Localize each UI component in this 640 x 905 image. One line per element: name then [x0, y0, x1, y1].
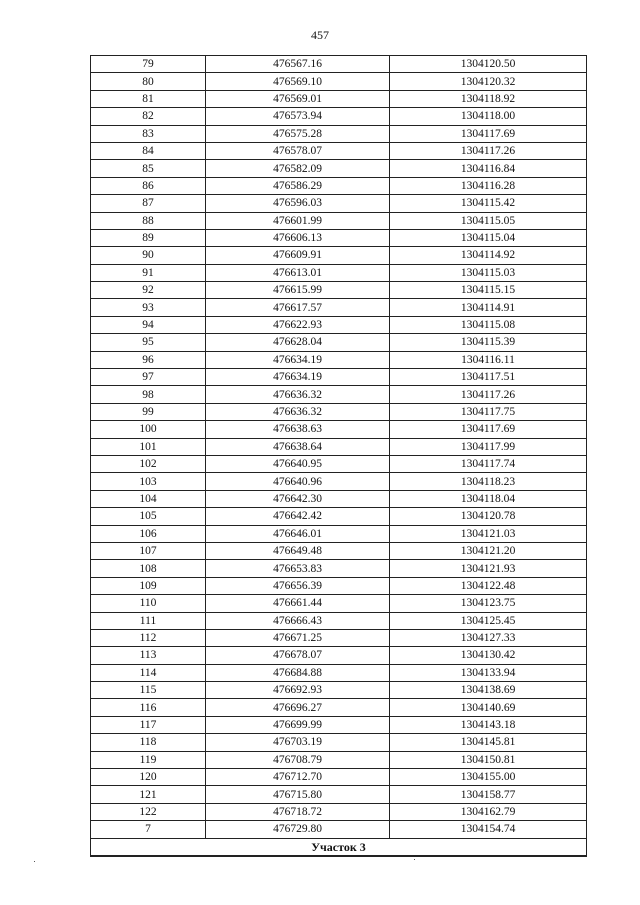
x-coordinate-cell: 476646.01	[206, 525, 390, 542]
y-coordinate-cell: 1304138.69	[390, 682, 587, 699]
x-coordinate-cell: 476653.83	[206, 560, 390, 577]
table-row	[91, 716, 587, 733]
x-coordinate-cell: 476684.88	[206, 664, 390, 681]
y-coordinate-cell: 1304150.81	[390, 751, 587, 768]
point-number-cell: 114	[91, 664, 206, 681]
point-number-cell: 108	[91, 560, 206, 577]
point-number-cell: 88	[91, 212, 206, 229]
y-coordinate-cell: 1304140.69	[390, 699, 587, 716]
point-number-cell: 100	[91, 421, 206, 438]
section-heading-row	[91, 838, 587, 856]
x-coordinate-cell: 476638.64	[206, 438, 390, 455]
y-coordinate-cell: 1304115.05	[390, 212, 587, 229]
point-number-cell: 99	[91, 403, 206, 420]
table-row	[91, 438, 587, 455]
table-row	[91, 125, 587, 142]
y-coordinate-cell: 1304145.81	[390, 734, 587, 751]
table-row	[91, 769, 587, 786]
x-coordinate-cell: 476636.32	[206, 386, 390, 403]
table-row	[91, 212, 587, 229]
table-row	[91, 629, 587, 646]
point-number-cell: 103	[91, 473, 206, 490]
table-row	[91, 247, 587, 264]
section-heading: Участок 3	[91, 838, 587, 856]
y-coordinate-cell: 1304121.03	[390, 525, 587, 542]
point-number-cell: 116	[91, 699, 206, 716]
y-coordinate-cell: 1304115.39	[390, 334, 587, 351]
table-row	[91, 316, 587, 333]
point-number-cell: 119	[91, 751, 206, 768]
table-row	[91, 455, 587, 472]
y-coordinate-cell: 1304117.99	[390, 438, 587, 455]
x-coordinate-cell: 476678.07	[206, 647, 390, 664]
point-number-cell: 89	[91, 229, 206, 246]
x-coordinate-cell: 476642.42	[206, 508, 390, 525]
table-row	[91, 351, 587, 368]
point-number-cell: 111	[91, 612, 206, 629]
point-number-cell: 98	[91, 386, 206, 403]
x-coordinate-cell: 476729.80	[206, 821, 390, 838]
point-number-cell: 120	[91, 769, 206, 786]
x-coordinate-cell: 476636.32	[206, 403, 390, 420]
y-coordinate-cell: 1304116.84	[390, 160, 587, 177]
table-row	[91, 542, 587, 559]
point-number-cell: 80	[91, 73, 206, 90]
y-coordinate-cell: 1304116.11	[390, 351, 587, 368]
table-row	[91, 386, 587, 403]
x-coordinate-cell: 476573.94	[206, 108, 390, 125]
point-number-cell: 90	[91, 247, 206, 264]
x-coordinate-cell: 476596.03	[206, 195, 390, 212]
page-number: 457	[311, 28, 329, 42]
y-coordinate-cell: 1304125.45	[390, 612, 587, 629]
point-number-cell: 81	[91, 90, 206, 107]
x-coordinate-cell: 476696.27	[206, 699, 390, 716]
point-number-cell: 92	[91, 282, 206, 299]
x-coordinate-cell: 476601.99	[206, 212, 390, 229]
y-coordinate-cell: 1304114.92	[390, 247, 587, 264]
scan-speck	[34, 861, 35, 862]
table-row	[91, 334, 587, 351]
point-number-cell: 83	[91, 125, 206, 142]
y-coordinate-cell: 1304115.15	[390, 282, 587, 299]
x-coordinate-cell: 476586.29	[206, 177, 390, 194]
table-row	[91, 177, 587, 194]
point-number-cell: 91	[91, 264, 206, 281]
y-coordinate-cell: 1304118.23	[390, 473, 587, 490]
table-row	[91, 264, 587, 281]
table-row	[91, 699, 587, 716]
point-number-cell: 105	[91, 508, 206, 525]
y-coordinate-cell: 1304117.51	[390, 369, 587, 386]
point-number-cell: 84	[91, 142, 206, 159]
y-coordinate-cell: 1304121.20	[390, 542, 587, 559]
table-row	[91, 299, 587, 316]
x-coordinate-cell: 476699.99	[206, 716, 390, 733]
point-number-cell: 82	[91, 108, 206, 125]
point-number-cell: 79	[91, 56, 206, 73]
x-coordinate-cell: 476712.70	[206, 769, 390, 786]
point-number-cell: 93	[91, 299, 206, 316]
y-coordinate-cell: 1304162.79	[390, 803, 587, 820]
y-coordinate-cell: 1304127.33	[390, 629, 587, 646]
table-row	[91, 734, 587, 751]
table-row	[91, 403, 587, 420]
table-row	[91, 142, 587, 159]
x-coordinate-cell: 476661.44	[206, 595, 390, 612]
point-number-cell: 96	[91, 351, 206, 368]
y-coordinate-cell: 1304117.69	[390, 125, 587, 142]
y-coordinate-cell: 1304121.93	[390, 560, 587, 577]
x-coordinate-cell: 476703.19	[206, 734, 390, 751]
y-coordinate-cell: 1304133.94	[390, 664, 587, 681]
y-coordinate-cell: 1304117.74	[390, 455, 587, 472]
scan-speck	[414, 859, 415, 860]
table-row	[91, 525, 587, 542]
table-row	[91, 682, 587, 699]
table-row	[91, 56, 587, 73]
y-coordinate-cell: 1304115.42	[390, 195, 587, 212]
x-coordinate-cell: 476718.72	[206, 803, 390, 820]
x-coordinate-cell: 476640.95	[206, 455, 390, 472]
y-coordinate-cell: 1304155.00	[390, 769, 587, 786]
x-coordinate-cell: 476609.91	[206, 247, 390, 264]
x-coordinate-cell: 476666.43	[206, 612, 390, 629]
x-coordinate-cell: 476622.93	[206, 316, 390, 333]
y-coordinate-cell: 1304117.75	[390, 403, 587, 420]
point-number-cell: 118	[91, 734, 206, 751]
table-row	[91, 421, 587, 438]
point-number-cell: 122	[91, 803, 206, 820]
y-coordinate-cell: 1304117.69	[390, 421, 587, 438]
x-coordinate-cell: 476613.01	[206, 264, 390, 281]
table-row	[91, 229, 587, 246]
table-row	[91, 90, 587, 107]
point-number-cell: 115	[91, 682, 206, 699]
y-coordinate-cell: 1304117.26	[390, 386, 587, 403]
point-number-cell: 110	[91, 595, 206, 612]
x-coordinate-cell: 476569.01	[206, 90, 390, 107]
point-number-cell: 85	[91, 160, 206, 177]
point-number-cell: 102	[91, 455, 206, 472]
point-number-cell: 109	[91, 577, 206, 594]
x-coordinate-cell: 476582.09	[206, 160, 390, 177]
x-coordinate-cell: 476578.07	[206, 142, 390, 159]
x-coordinate-cell: 476649.48	[206, 542, 390, 559]
table-row	[91, 73, 587, 90]
y-coordinate-cell: 1304118.00	[390, 108, 587, 125]
coordinates-table	[90, 55, 587, 857]
x-coordinate-cell: 476634.19	[206, 351, 390, 368]
x-coordinate-cell: 476628.04	[206, 334, 390, 351]
table-row	[91, 282, 587, 299]
x-coordinate-cell: 476715.80	[206, 786, 390, 803]
x-coordinate-cell: 476638.63	[206, 421, 390, 438]
point-number-cell: 106	[91, 525, 206, 542]
y-coordinate-cell: 1304118.04	[390, 490, 587, 507]
x-coordinate-cell: 476606.13	[206, 229, 390, 246]
point-number-cell: 121	[91, 786, 206, 803]
table-row	[91, 108, 587, 125]
x-coordinate-cell: 476708.79	[206, 751, 390, 768]
table-row	[91, 560, 587, 577]
y-coordinate-cell: 1304116.28	[390, 177, 587, 194]
table-row	[91, 577, 587, 594]
y-coordinate-cell: 1304122.48	[390, 577, 587, 594]
y-coordinate-cell: 1304120.32	[390, 73, 587, 90]
x-coordinate-cell: 476617.57	[206, 299, 390, 316]
y-coordinate-cell: 1304154.74	[390, 821, 587, 838]
y-coordinate-cell: 1304114.91	[390, 299, 587, 316]
y-coordinate-cell: 1304130.42	[390, 647, 587, 664]
point-number-cell: 86	[91, 177, 206, 194]
table-row	[91, 786, 587, 803]
table-row	[91, 664, 587, 681]
x-coordinate-cell: 476692.93	[206, 682, 390, 699]
y-coordinate-cell: 1304115.03	[390, 264, 587, 281]
y-coordinate-cell: 1304143.18	[390, 716, 587, 733]
table-row	[91, 160, 587, 177]
table-row	[91, 369, 587, 386]
y-coordinate-cell: 1304115.08	[390, 316, 587, 333]
coordinates-table-body	[91, 56, 587, 839]
point-number-cell: 95	[91, 334, 206, 351]
table-row	[91, 612, 587, 629]
y-coordinate-cell: 1304120.78	[390, 508, 587, 525]
x-coordinate-cell: 476640.96	[206, 473, 390, 490]
point-number-cell: 113	[91, 647, 206, 664]
y-coordinate-cell: 1304123.75	[390, 595, 587, 612]
point-number-cell: 104	[91, 490, 206, 507]
point-number-cell: 94	[91, 316, 206, 333]
table-row	[91, 595, 587, 612]
y-coordinate-cell: 1304117.26	[390, 142, 587, 159]
table-row	[91, 803, 587, 820]
x-coordinate-cell: 476615.99	[206, 282, 390, 299]
table-row	[91, 490, 587, 507]
point-number-cell: 87	[91, 195, 206, 212]
x-coordinate-cell: 476671.25	[206, 629, 390, 646]
point-number-cell: 112	[91, 629, 206, 646]
table-row	[91, 647, 587, 664]
x-coordinate-cell: 476575.28	[206, 125, 390, 142]
table-row	[91, 473, 587, 490]
x-coordinate-cell: 476567.16	[206, 56, 390, 73]
x-coordinate-cell: 476634.19	[206, 369, 390, 386]
point-number-cell: 97	[91, 369, 206, 386]
point-number-cell: 107	[91, 542, 206, 559]
y-coordinate-cell: 1304115.04	[390, 229, 587, 246]
point-number-cell: 117	[91, 716, 206, 733]
y-coordinate-cell: 1304120.50	[390, 56, 587, 73]
x-coordinate-cell: 476642.30	[206, 490, 390, 507]
y-coordinate-cell: 1304118.92	[390, 90, 587, 107]
table-row	[91, 195, 587, 212]
table-row	[91, 821, 587, 838]
y-coordinate-cell: 1304158.77	[390, 786, 587, 803]
point-number-cell: 7	[91, 821, 206, 838]
point-number-cell: 101	[91, 438, 206, 455]
table-row	[91, 508, 587, 525]
table-row	[91, 751, 587, 768]
x-coordinate-cell: 476656.39	[206, 577, 390, 594]
x-coordinate-cell: 476569.10	[206, 73, 390, 90]
